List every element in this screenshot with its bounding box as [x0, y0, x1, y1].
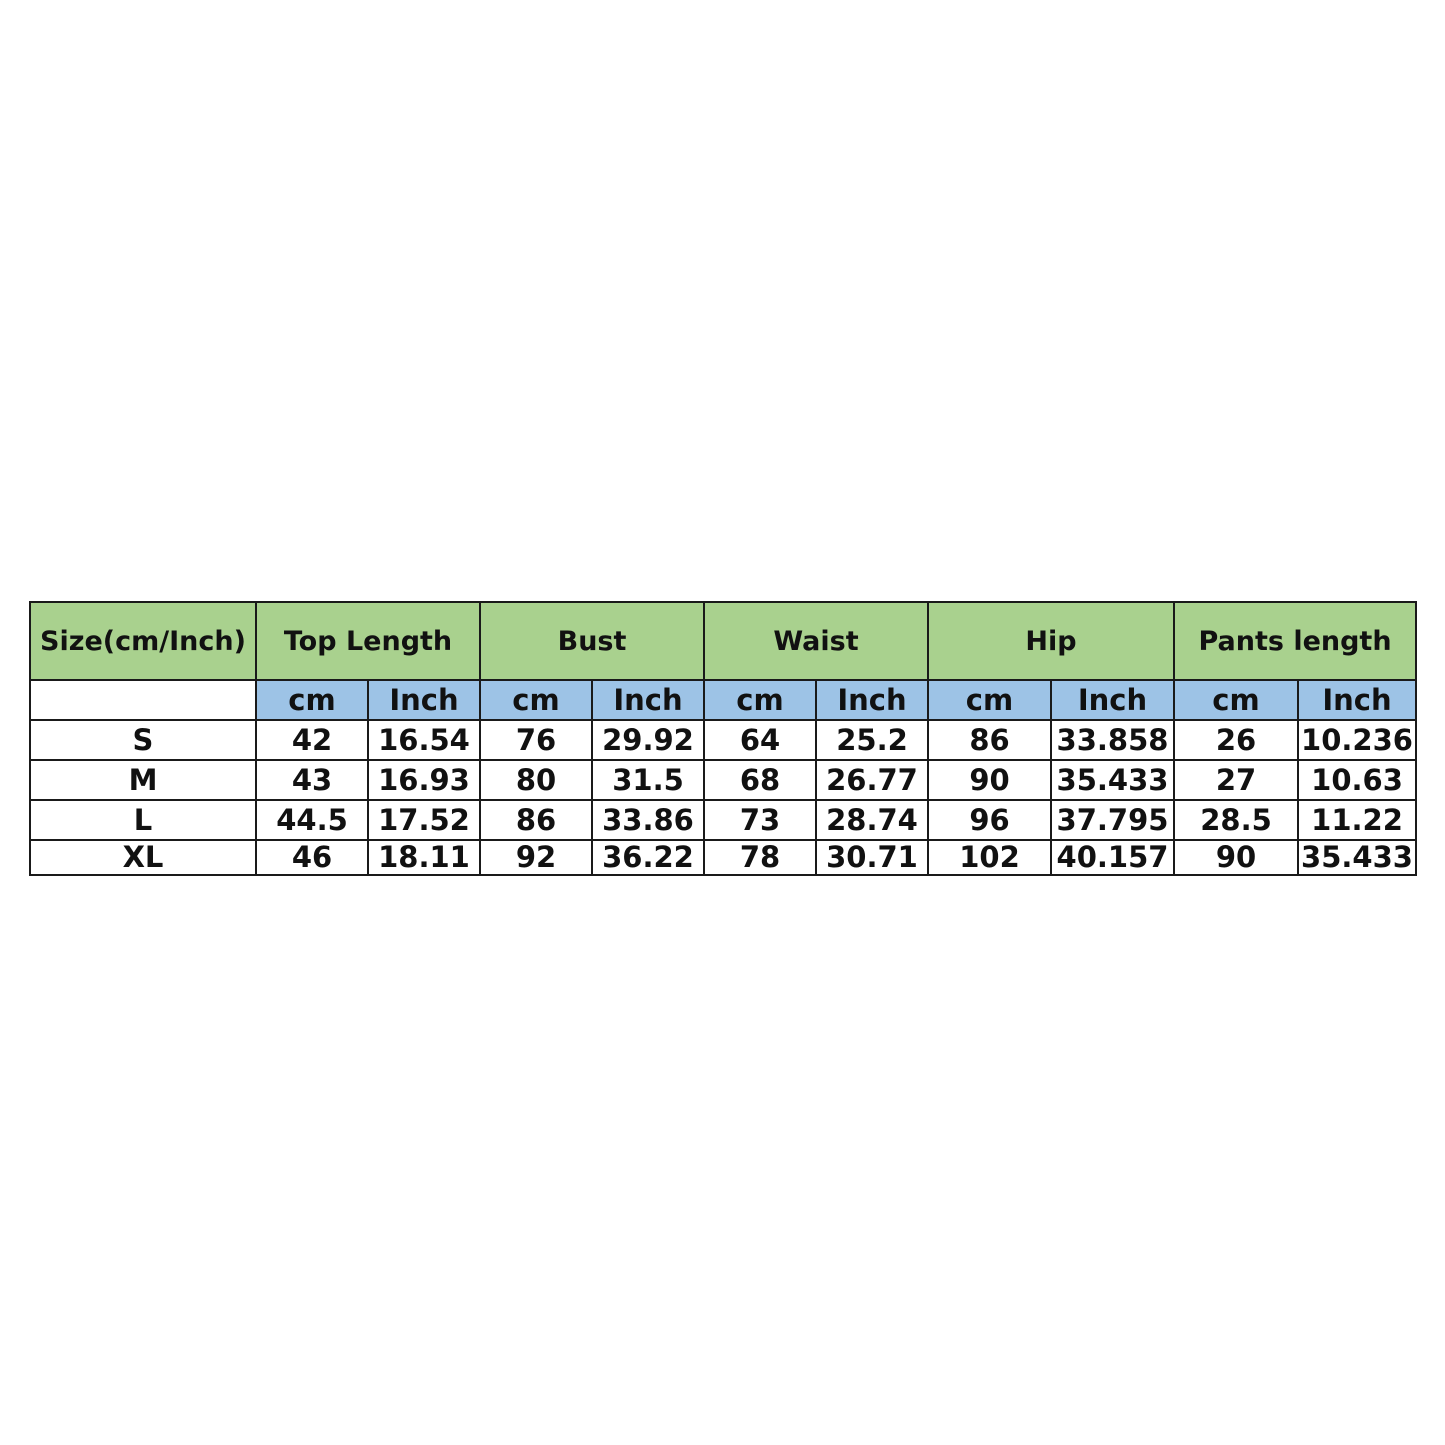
table-cell: 28.74: [816, 800, 928, 840]
table-cell: 64: [704, 720, 816, 760]
group-pants-length: Pants length: [1174, 602, 1416, 680]
table-cell: 76: [480, 720, 592, 760]
table-cell: 44.5: [256, 800, 368, 840]
table-cell: 78: [704, 840, 816, 875]
table-row: [30, 760, 1416, 800]
group-waist: Waist: [704, 602, 928, 680]
unit-label: Inch: [592, 680, 704, 720]
table-cell: 26: [1174, 720, 1298, 760]
size-label: L: [30, 800, 256, 840]
unit-header-row: [30, 680, 1416, 720]
unit-label: cm: [928, 680, 1051, 720]
unit-label: cm: [256, 680, 368, 720]
table-cell: 96: [928, 800, 1051, 840]
table-cell: 42: [256, 720, 368, 760]
table-row: [30, 720, 1416, 760]
table-cell: 92: [480, 840, 592, 875]
table-cell: 25.2: [816, 720, 928, 760]
table-cell: 35.433: [1298, 840, 1416, 875]
unit-corner-blank: [30, 680, 256, 720]
unit-label: Inch: [1051, 680, 1174, 720]
table-cell: 80: [480, 760, 592, 800]
table-cell: 35.433: [1051, 760, 1174, 800]
table-cell: 73: [704, 800, 816, 840]
table-cell: 86: [480, 800, 592, 840]
corner-label: Size(cm/Inch): [30, 602, 256, 680]
table-cell: 40.157: [1051, 840, 1174, 875]
table-cell: 29.92: [592, 720, 704, 760]
unit-label: Inch: [816, 680, 928, 720]
group-hip: Hip: [928, 602, 1174, 680]
table-cell: 33.86: [592, 800, 704, 840]
table-cell: 30.71: [816, 840, 928, 875]
table-cell: 18.11: [368, 840, 480, 875]
table-cell: 16.54: [368, 720, 480, 760]
table-cell: 37.795: [1051, 800, 1174, 840]
size-label: XL: [30, 840, 256, 875]
table-cell: 36.22: [592, 840, 704, 875]
table-cell: 17.52: [368, 800, 480, 840]
table-cell: 10.63: [1298, 760, 1416, 800]
unit-label: cm: [1174, 680, 1298, 720]
table-cell: 43: [256, 760, 368, 800]
table-cell: 10.236: [1298, 720, 1416, 760]
unit-label: cm: [704, 680, 816, 720]
table-cell: 26.77: [816, 760, 928, 800]
table-row: [30, 840, 1416, 875]
unit-label: cm: [480, 680, 592, 720]
size-label: S: [30, 720, 256, 760]
unit-label: Inch: [368, 680, 480, 720]
table-cell: 11.22: [1298, 800, 1416, 840]
table-cell: 86: [928, 720, 1051, 760]
table-cell: 31.5: [592, 760, 704, 800]
group-top-length: Top Length: [256, 602, 480, 680]
table-cell: 28.5: [1174, 800, 1298, 840]
group-bust: Bust: [480, 602, 704, 680]
table-cell: 90: [928, 760, 1051, 800]
group-header-row: [30, 602, 1416, 680]
table-cell: 68: [704, 760, 816, 800]
table-cell: 27: [1174, 760, 1298, 800]
size-label: M: [30, 760, 256, 800]
table-cell: 102: [928, 840, 1051, 875]
table-cell: 90: [1174, 840, 1298, 875]
size-chart-table: [29, 601, 1417, 876]
table-cell: 33.858: [1051, 720, 1174, 760]
unit-label: Inch: [1298, 680, 1416, 720]
table-row: [30, 800, 1416, 840]
table-cell: 16.93: [368, 760, 480, 800]
table-cell: 46: [256, 840, 368, 875]
